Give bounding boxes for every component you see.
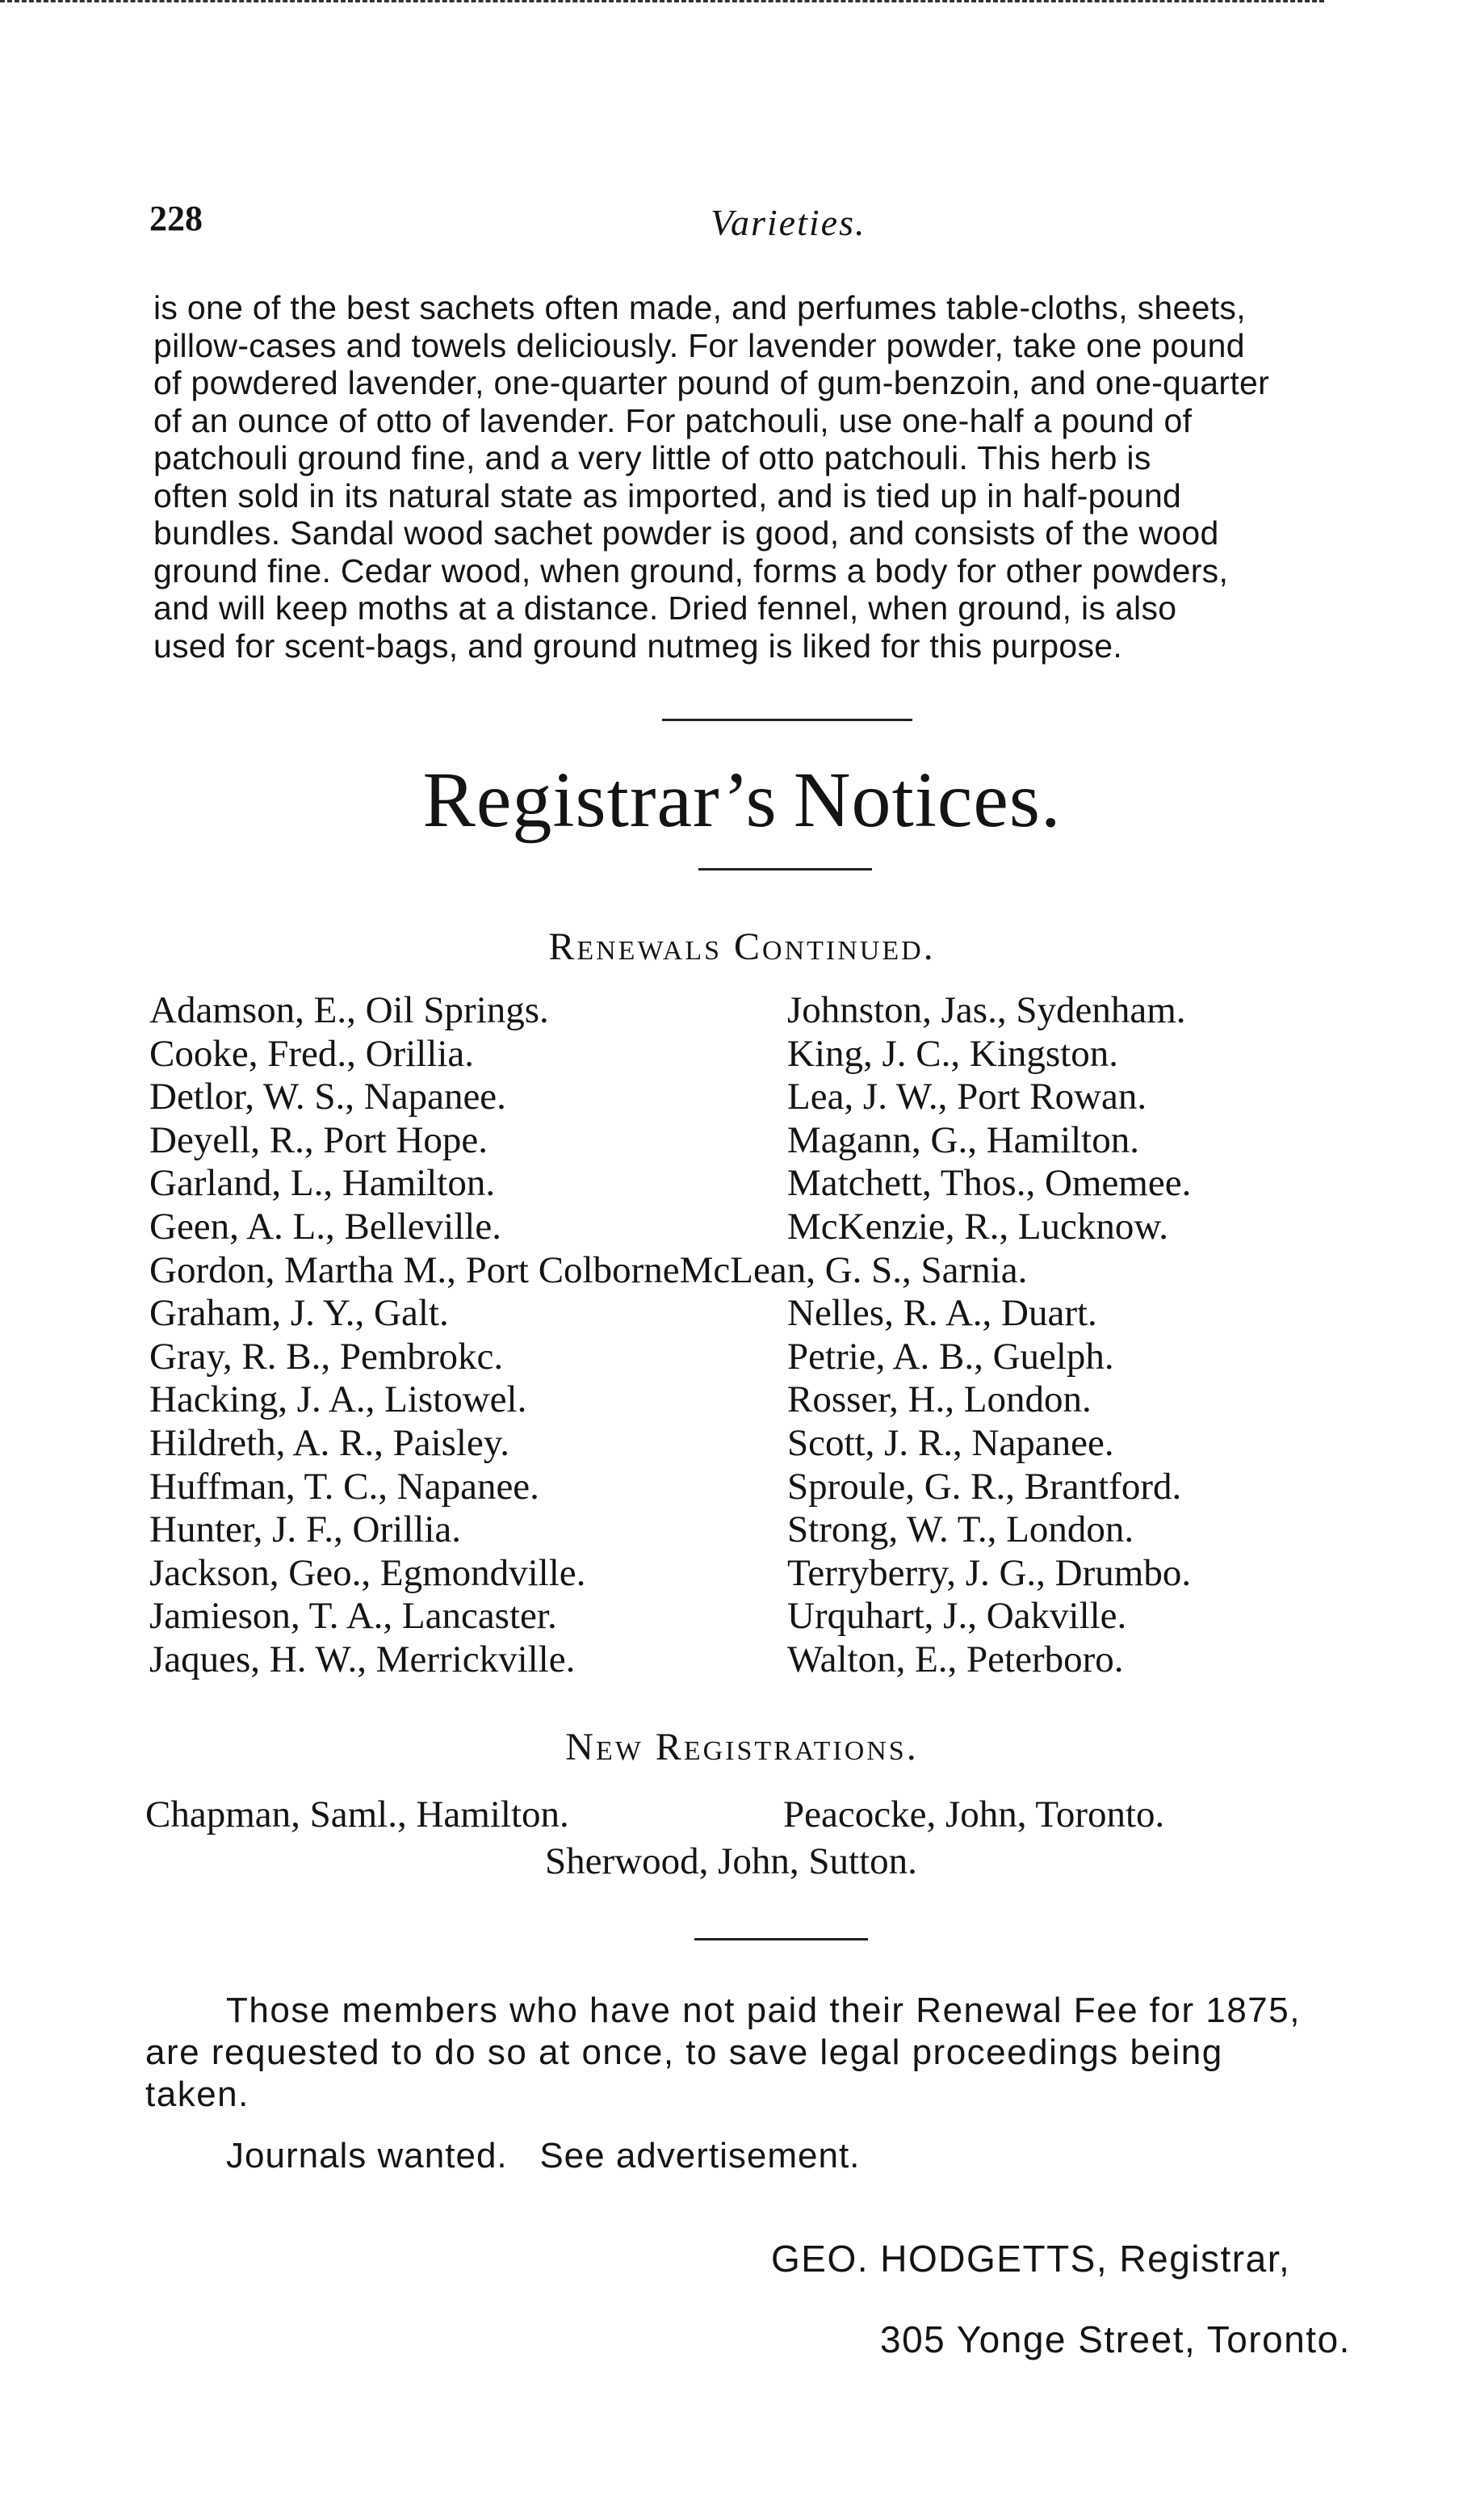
registration-entry: Chapman, Saml., Hamilton. [145,1794,569,1835]
list-item [149,1206,1360,1249]
renewal-entry: Deyell, R., Port Hope. [149,1118,488,1161]
renewal-entry: Jaques, H. W., Merrickville. [149,1638,576,1680]
list-item [149,1552,1360,1596]
list-item [149,989,1360,1033]
registration-entry: Peacocke, John, Toronto. [783,1794,1165,1835]
renewal-entry: Huffman, T. C., Napanee. [149,1465,539,1508]
list-item [149,1249,1360,1293]
renewal-entry: Gordon, Martha M., Port Colborne [149,1248,680,1291]
renewal-entry: Hacking, J. A., Listowel. [149,1378,527,1421]
renewal-entry: Geen, A. L., Belleville. [149,1205,501,1248]
list-item [149,1378,1360,1422]
renewal-entry: Petrie, A. B., Guelph. [787,1335,1114,1378]
body-line: of an ounce of otto of lavender. For patchouli, use one-half a pound of [153,401,1193,439]
body-line: bundles. Sandal wood sachet powder is good, and consists of the wood [153,514,1219,552]
body-line: pillow-cases and towels deliciously. For lavender powder, take one pound [153,326,1245,364]
list-item [149,1422,1360,1466]
renewal-entry: Sproule, G. R., Brantford. [787,1465,1182,1508]
list-item [149,1162,1360,1206]
body-paragraph [153,289,1421,665]
list-item [149,1508,1360,1552]
renewal-entry: Garland, L., Hamilton. [149,1162,496,1205]
registrar-signature: GEO. HODGETTS, Registrar, [771,2238,1291,2280]
renewal-entry: Johnston, Jas., Sydenham. [787,989,1186,1031]
new-registrations-heading: New Registrations. [565,1726,919,1768]
running-title: Varieties. [711,202,866,243]
list-item [149,1292,1360,1336]
notice-line: are requested to do so at once, to save legal proceedings being [145,2033,1223,2072]
renewal-entry: Hunter, J. F., Orillia. [149,1508,461,1551]
renewal-entry: Rosser, H., London. [787,1378,1092,1421]
body-line: used for scent-bags, and ground nutmeg is liked for this purpose. [153,627,1123,665]
body-line: and will keep moths at a distance. Dried fennel, when ground, is also [153,589,1177,627]
body-line: of powdered lavender, one-quarter pound of gum-benzoin, and one-quarter [153,364,1270,401]
renewal-entry: Adamson, E., Oil Springs. [149,989,549,1031]
list-item [149,1119,1360,1163]
body-line: patchouli ground fine, and a very little of otto patchouli. This herb is [153,439,1151,476]
list-item [149,1466,1360,1509]
journals-wanted-note: Journals wanted. See advertisement. [226,2136,861,2175]
list-item [145,1791,1356,1838]
renewal-entry: Terryberry, J. G., Drumbo. [787,1551,1192,1594]
renewal-entry: Strong, W. T., London. [787,1508,1134,1551]
renewal-entry: Magann, G., Hamilton. [787,1118,1139,1161]
renewal-entry: McKenzie, R., Lucknow. [787,1205,1169,1248]
renewal-entry: Nelles, R. A., Duart. [787,1292,1097,1335]
section-divider [662,719,912,721]
page-header [149,198,1336,254]
registrar-address: 305 Yonge Street, Toronto. [880,2318,1351,2360]
title-underline [698,868,872,871]
renewal-entry: Graham, J. Y., Galt. [149,1292,449,1335]
list-item [149,1336,1360,1379]
list-item [149,1076,1360,1119]
renewal-entry: Scott, J. R., Napanee. [787,1421,1114,1464]
list-item [149,1638,1360,1682]
body-line: is one of the best sachets often made, and perfumes table-cloths, sheets, [153,289,1246,326]
renewal-entry: Jamieson, T. A., Lancaster. [149,1595,557,1638]
renewal-entry: Hildreth, A. R., Paisley. [149,1421,510,1464]
renewal-entry: King, J. C., Kingston. [787,1032,1118,1075]
renewal-entry: Gray, R. B., Pembrokc. [149,1335,504,1378]
renewal-fee-notice [145,1990,1405,2116]
page-number: 228 [149,199,203,238]
renewal-entry: Urquhart, J., Oakville. [787,1595,1127,1638]
section-title-word: Notices. [793,757,1062,844]
top-edge-rule [0,0,1324,7]
renewal-entry: Walton, E., Peterboro. [787,1638,1124,1680]
renewals-heading: Renewals Continued. [548,925,936,968]
notice-line: Those members who have not paid their Renewal Fee for 1875, [226,1991,1301,2030]
section-title-word: Registrar’s [422,757,778,844]
list-item [149,1033,1360,1076]
registration-entry: Sherwood, John, Sutton. [545,1840,917,1882]
list-item [149,1595,1360,1638]
section-title [0,755,1484,845]
new-registrations-list [145,1791,1356,1885]
body-line: often sold in its natural state as imported, and is tied up in half-pound [153,476,1182,514]
body-line: ground fine. Cedar wood, when ground, forms a body for other powders, [153,552,1229,589]
renewal-entry: Detlor, W. S., Napanee. [149,1076,506,1118]
renewals-list [149,989,1360,1682]
renewal-entry: Cooke, Fred., Orillia. [149,1032,475,1075]
list-item [145,1838,1356,1885]
renewal-entry: Lea, J. W., Port Rowan. [787,1076,1147,1118]
notice-line: taken. [145,2075,249,2114]
notice-divider [694,1938,868,1940]
renewal-entry: Matchett, Thos., Omemee. [787,1162,1192,1205]
renewal-entry: McLean, G. S., Sarnia. [679,1248,1028,1291]
renewal-entry: Jackson, Geo., Egmondville. [149,1551,586,1594]
